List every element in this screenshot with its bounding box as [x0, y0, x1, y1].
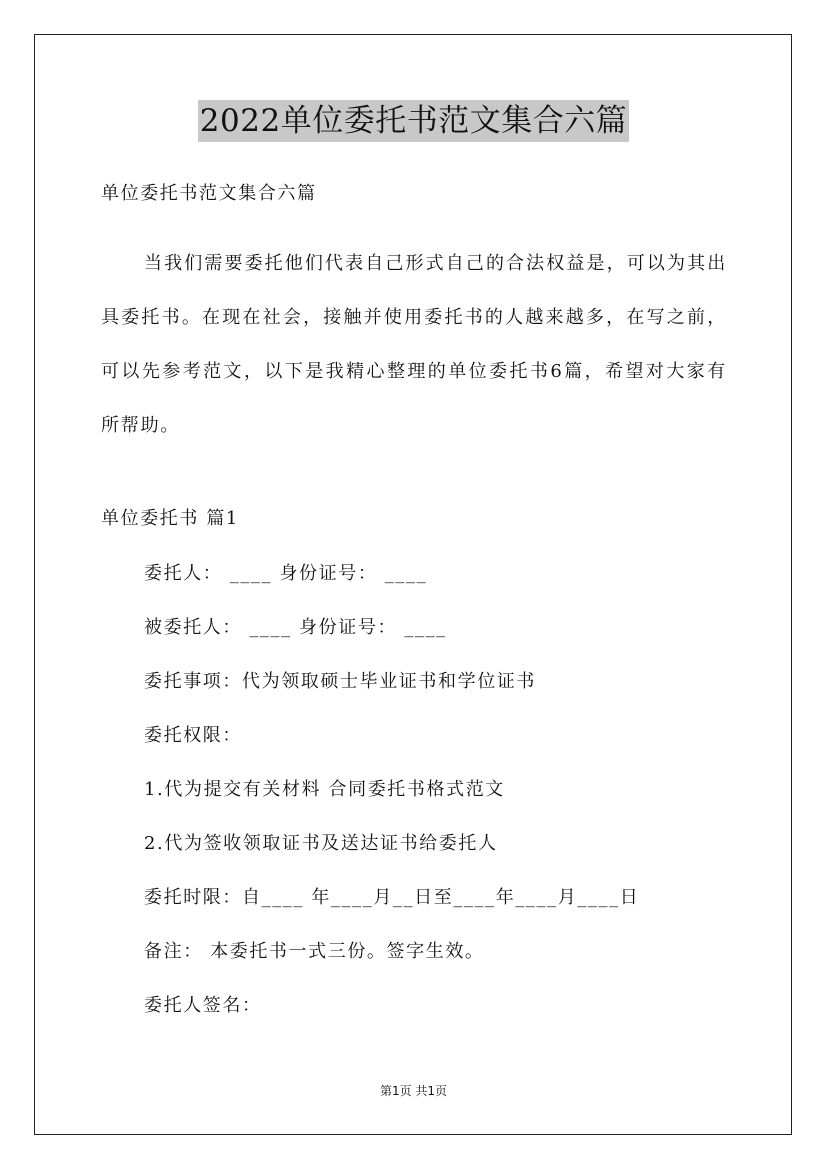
authority-item-1: 1.代为提交有关材料 合同委托书格式范文 [144, 779, 505, 800]
page-footer: 第1页 共1页 [379, 1084, 448, 1098]
signature-line: 委托人签名： [144, 995, 262, 1016]
title-container [0, 100, 827, 142]
period-line: 委托时限：自____ 年____月__日至____年____月____日 [144, 887, 640, 908]
document-title: 2022单位委托书范文集合六篇 [198, 100, 629, 142]
subtitle: 单位委托书范文集合六篇 [101, 183, 317, 204]
agent-line: 被委托人： ____ 身份证号： ____ [144, 617, 447, 638]
authority-line: 委托权限： [144, 725, 242, 746]
section-heading: 单位委托书 篇1 [101, 508, 239, 529]
principal-line: 委托人： ____ 身份证号： ____ [144, 563, 428, 584]
authority-item-2: 2.代为签收领取证书及送达证书给委托人 [144, 833, 498, 854]
matter-line: 委托事项：代为领取硕士毕业证书和学位证书 [144, 671, 536, 692]
remark-line: 备注： 本委托书一式三份。签字生效。 [144, 941, 485, 962]
intro-paragraph: 当我们需要委托他们代表自己形式自己的合法权益是，可以为其出具委托书。在现在社会，接触并使用委托书的人越来越多，在写之前，可以先参考范文，以下是我精心整理的单位委托书6篇，希望对大家有所帮助。 [101, 253, 727, 436]
